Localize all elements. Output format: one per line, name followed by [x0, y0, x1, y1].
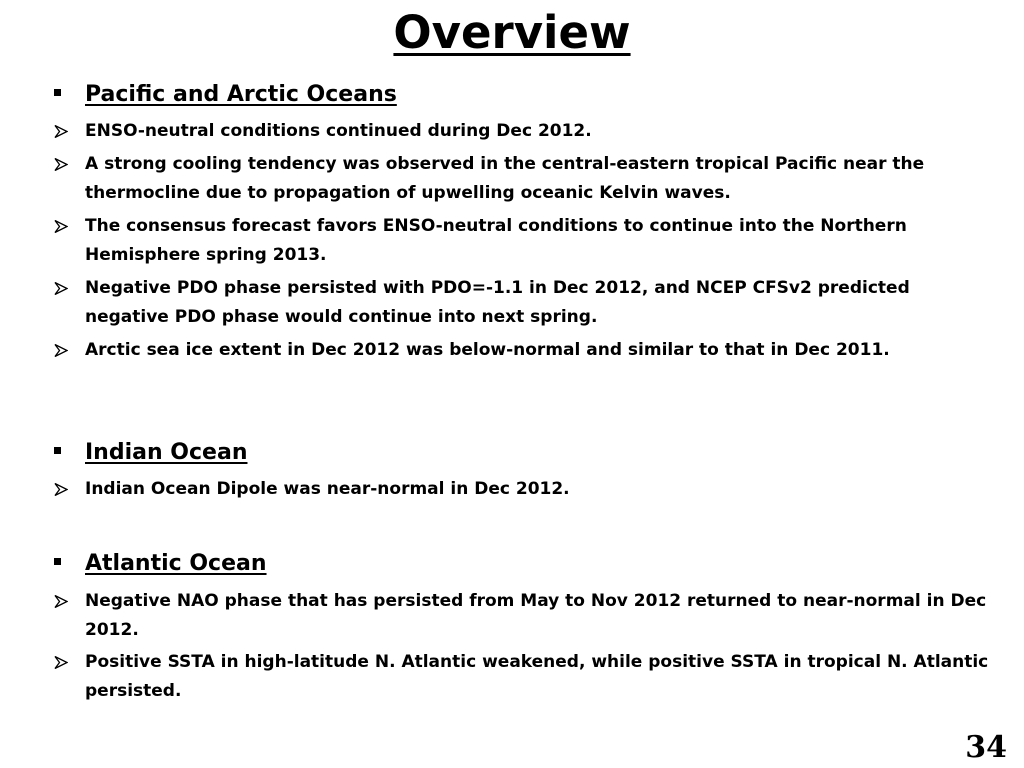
section-heading-text: Pacific and Arctic Oceans: [85, 82, 397, 107]
list-item-text: Arctic sea ice extent in Dec 2012 was below-normal and similar to that in Dec 2011.: [85, 340, 890, 360]
arrow-bullet-icon: [54, 282, 68, 295]
list-item: [54, 475, 994, 504]
arrow-bullet-icon: [54, 158, 68, 171]
arrow-bullet-icon: [54, 125, 68, 138]
list-item: [54, 336, 994, 365]
slide-title: [0, 4, 1024, 62]
list-item: [54, 117, 994, 146]
list-item-text: Negative PDO phase persisted with PDO=-1.1 in Dec 2012, and NCEP CFSv2 predicted negative PDO phase would continue into next spring.: [85, 278, 910, 327]
list-item-text: Negative NAO phase that has persisted from May to Nov 2012 returned to near-normal in Dec 2012.: [85, 591, 987, 640]
list-item: [54, 274, 994, 332]
page-number: 34: [965, 730, 1007, 765]
section-heading-text: Indian Ocean: [85, 440, 248, 465]
square-bullet-icon: [54, 558, 61, 565]
section-heading-text: Atlantic Ocean: [85, 551, 267, 576]
section-heading-indian: [54, 439, 248, 467]
list-item: [54, 212, 994, 270]
list-item: [54, 648, 994, 706]
square-bullet-icon: [54, 89, 61, 96]
slide-title-text: Overview: [393, 6, 631, 59]
arrow-bullet-icon: [54, 483, 68, 496]
list-item: [54, 587, 994, 645]
list-item-text: Indian Ocean Dipole was near-normal in Dec 2012.: [85, 479, 570, 499]
list-item-text: Positive SSTA in high-latitude N. Atlantic weakened, while positive SSTA in tropical N. Atlantic persisted.: [85, 652, 989, 701]
square-bullet-icon: [54, 447, 61, 454]
arrow-bullet-icon: [54, 595, 68, 608]
list-item-text: The consensus forecast favors ENSO-neutral conditions to continue into the Northern Hemisphere spring 2013.: [85, 216, 907, 265]
section-heading-pacific-arctic: [54, 81, 397, 109]
arrow-bullet-icon: [54, 656, 68, 669]
arrow-bullet-icon: [54, 344, 68, 357]
list-item-text: A strong cooling tendency was observed in the central-eastern tropical Pacific near the thermocline due to propagation of upwelling oceanic Kelvin waves.: [85, 154, 925, 203]
section-heading-atlantic: [54, 550, 267, 578]
list-item: [54, 150, 994, 208]
list-item-text: ENSO-neutral conditions continued during Dec 2012.: [85, 121, 592, 141]
arrow-bullet-icon: [54, 220, 68, 233]
